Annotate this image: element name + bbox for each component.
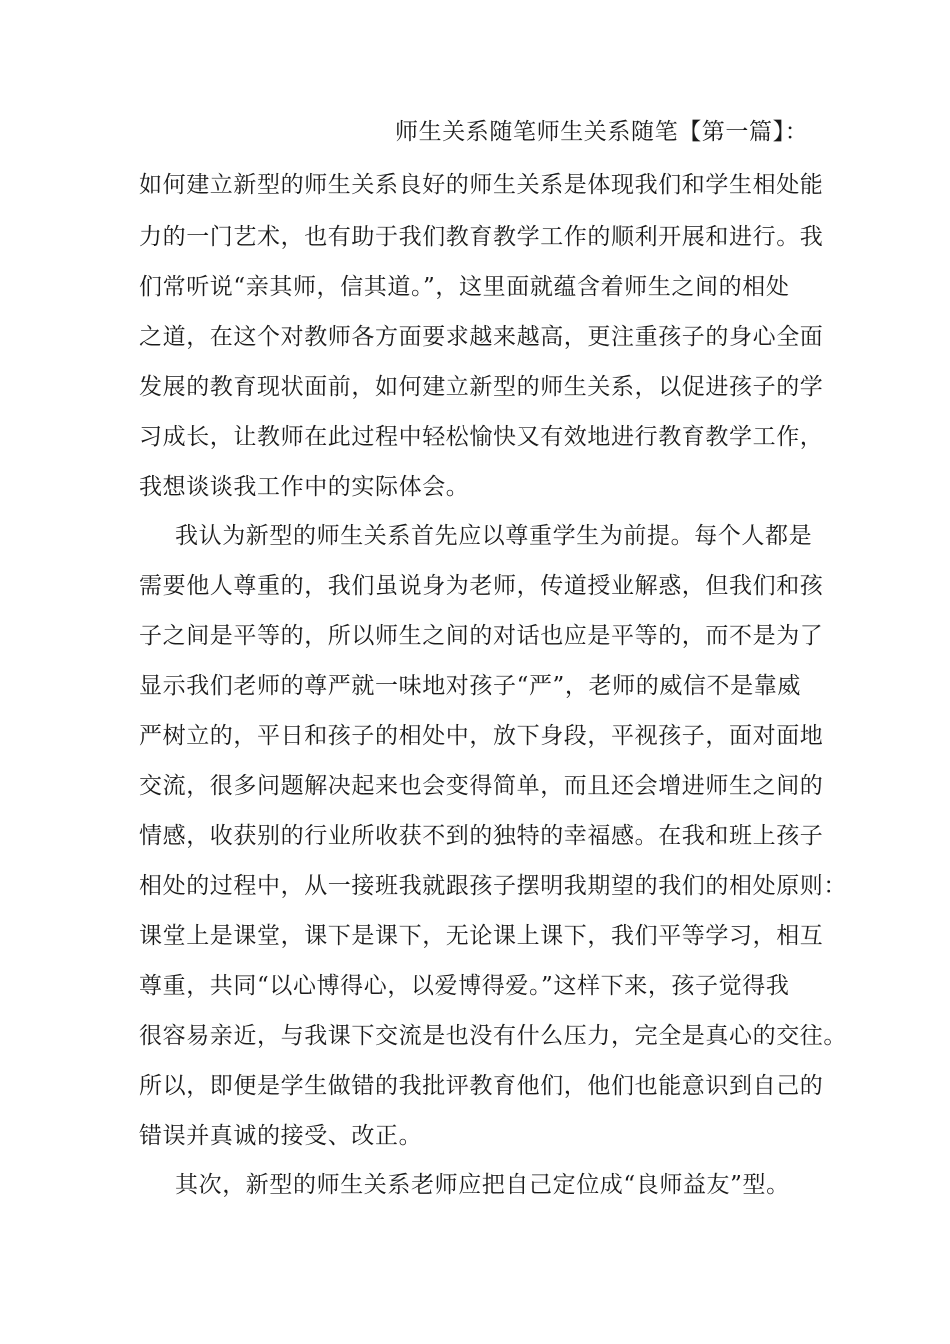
paragraph-2-line-9: 课堂上是课堂，课下是课下，无论课上课下，我们平等学习，相互 [139,923,824,949]
paragraph-2-line-1: 我认为新型的师生关系首先应以尊重学生为前提。每个人都是 [175,523,813,549]
paragraph-2-line-11: 很容易亲近，与我课下交流是也没有什么压力，完全是真心的交往。 [139,1023,847,1049]
paragraph-1-line-1: 如何建立新型的师生关系良好的师生关系是体现我们和学生相处能 [139,172,824,198]
paragraph-2-line-3: 子之间是平等的，所以师生之间的对话也应是平等的，而不是为了 [139,623,824,649]
paragraph-2-line-12: 所以，即便是学生做错的我批评教育他们，他们也能意识到自己的 [139,1073,824,1099]
paragraph-1-line-7: 我想谈谈我工作中的实际体会。 [139,474,470,500]
paragraph-1-line-3: 们常听说“亲其师，信其道。”，这里面就蕴含着师生之间的相处 [139,274,790,300]
paragraph-2-line-8: 相处的过程中，从一接班我就跟孩子摆明我期望的我们的相处原则： [139,873,847,899]
paragraph-1-line-4: 之道，在这个对教师各方面要求越来越高，更注重孩子的身心全面 [139,324,824,350]
paragraph-3-line-1: 其次，新型的师生关系老师应把自己定位成“良师益友”型。 [175,1172,790,1198]
paragraph-2-line-6: 交流，很多问题解决起来也会变得简单，而且还会增进师生之间的 [139,773,824,799]
paragraph-2-line-7: 情感，收获别的行业所收获不到的独特的幸福感。在我和班上孩子 [139,823,824,849]
paragraph-2-line-5: 严树立的，平日和孩子的相处中，放下身段，平视孩子，面对面地 [139,723,824,749]
paragraph-2-line-4: 显示我们老师的尊严就一味地对孩子“严”，老师的威信不是靠威 [139,673,801,699]
paragraph-1-line-5: 发展的教育现状面前，如何建立新型的师生关系，以促进孩子的学 [139,374,824,400]
paragraph-1-line-6: 习成长，让教师在此过程中轻松愉快又有效地进行教育教学工作， [139,424,824,450]
paragraph-2-line-2: 需要他人尊重的，我们虽说身为老师，传道授业解惑，但我们和孩 [139,573,824,599]
paragraph-1-line-2: 力的一门艺术，也有助于我们教育教学工作的顺利开展和进行。我 [139,224,824,250]
paragraph-2-line-13: 错误并真诚的接受、改正。 [139,1123,423,1149]
document-title: 师生关系随笔师生关系随笔【第一篇】： [395,119,809,145]
paragraph-2-line-10: 尊重，共同“以心博得心，以爱博得爱。”这样下来，孩子觉得我 [139,973,790,999]
